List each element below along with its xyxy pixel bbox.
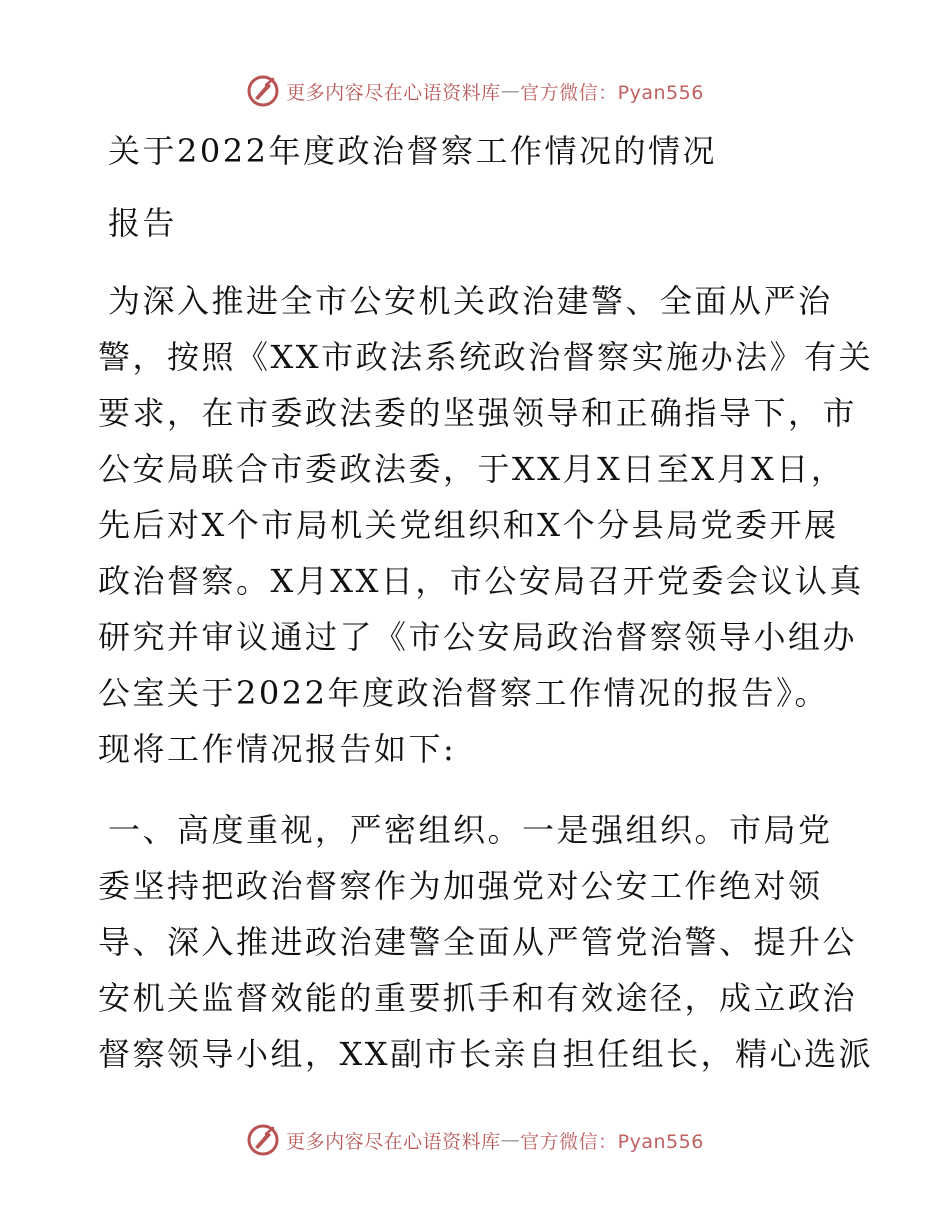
watermark-text: 更多内容尽在心语资料库 [286, 1130, 501, 1153]
watermark-contact: 官方微信：Pyan556 [520, 1130, 704, 1153]
document-title-line-1: 关于2022年度政治督察工作情况的情况 [108, 132, 717, 170]
paragraph-line: 安机关监督效能的重要抓手和有效途径，成立政治 [98, 979, 858, 1017]
quill-logo-icon [246, 1123, 280, 1157]
paragraph-line: 政治督察。X月XX日，市公安局召开党委会议认真 [98, 562, 864, 600]
paragraph-line: 先后对X个市局机关党组织和X个分县局党委开展 [98, 506, 839, 544]
watermark-separator: — [500, 80, 521, 102]
watermark-separator: — [500, 1129, 521, 1151]
watermark-header [0, 71, 950, 111]
watermark-contact: 官方微信：Pyan556 [520, 81, 704, 104]
watermark-text: 更多内容尽在心语资料库 [286, 81, 501, 104]
paragraph-line: 一、高度重视，严密组织。一是强组织。市局党 [108, 811, 833, 849]
paragraph-line: 督察领导小组，XX副市长亲自担任组长，精心选派 [98, 1035, 874, 1073]
paragraph-line: 为深入推进全市公安机关政治建警、全面从严治 [108, 282, 833, 320]
paragraph-line: 委坚持把政治督察作为加强党对公安工作绝对领 [98, 867, 823, 905]
paragraph-line: 要求，在市委政法委的坚强领导和正确指导下，市 [98, 394, 858, 432]
paragraph-line: 现将工作情况报告如下: [98, 730, 457, 768]
document-title-line-2: 报告 [108, 204, 178, 242]
paragraph-line: 导、深入推进政治建警全面从严管党治警、提升公 [98, 923, 858, 961]
paragraph-line: 公室关于2022年度政治督察工作情况的报告》。 [98, 674, 829, 712]
paragraph-line: 公安局联合市委政法委，于XX月X日至X月X日， [98, 450, 846, 488]
watermark-footer [0, 1120, 950, 1160]
quill-logo-icon [246, 74, 280, 108]
paragraph-line: 警，按照《XX市政法系统政治督察实施办法》有关 [98, 338, 874, 376]
paragraph-line: 研究并审议通过了《市公安局政治督察领导小组办 [98, 618, 858, 656]
